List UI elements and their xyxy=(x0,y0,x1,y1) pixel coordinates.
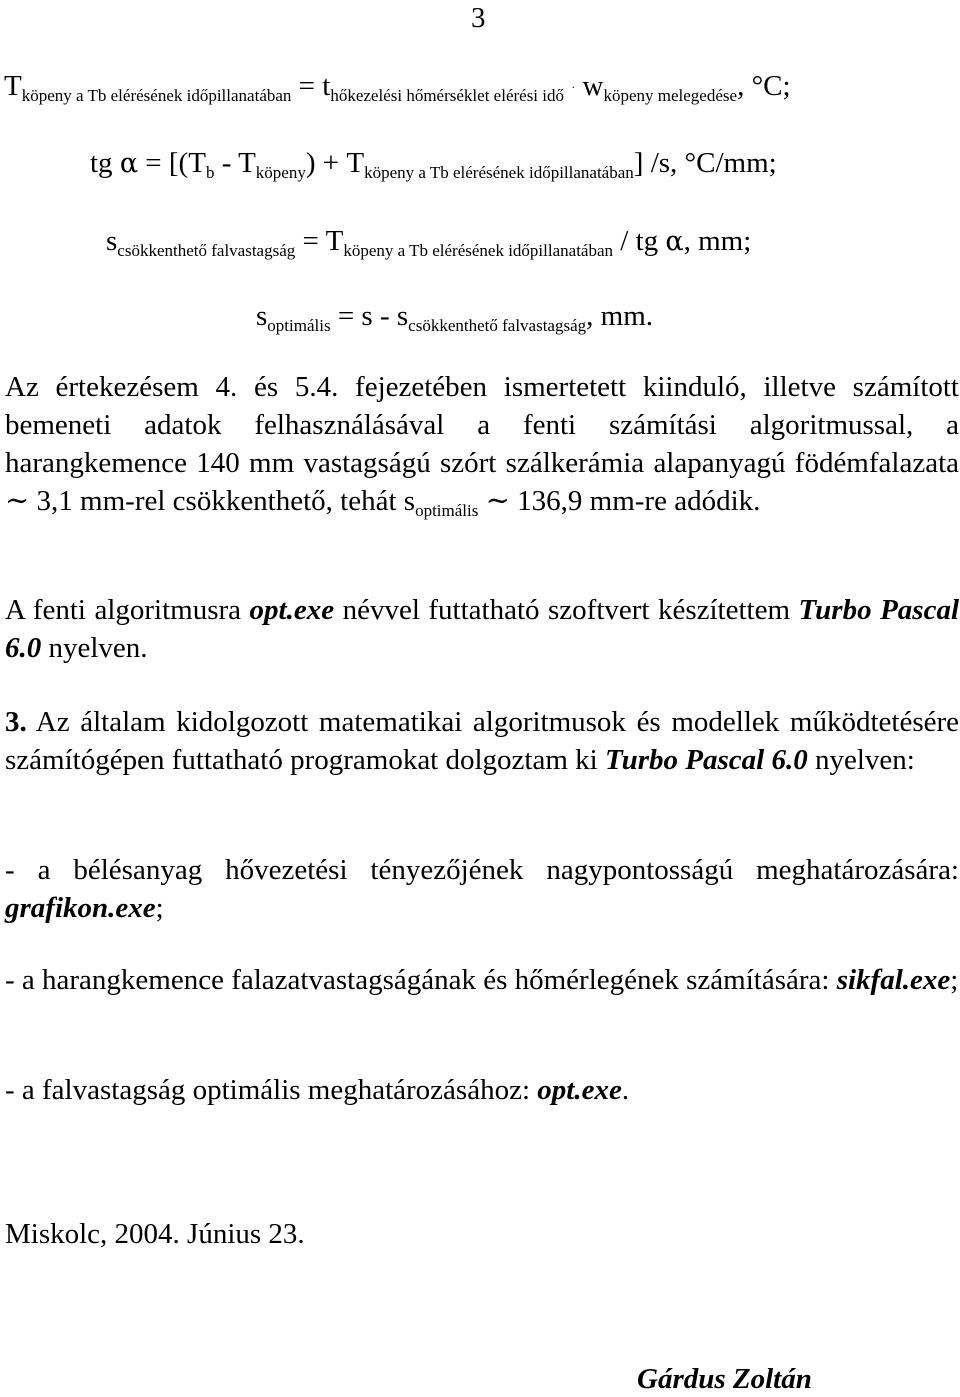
para2-text-1: A fenti algoritmusra xyxy=(5,594,250,626)
eq4-subscript-1: optimális xyxy=(267,316,331,335)
list-item-text: - a bélésanyag hővezetési tényezőjének nagypontosságú meghatározására: xyxy=(5,854,959,886)
para3-text-1: Az általam kidolgozott matematikai algoritmusok és modellek működtetésére számítógépen futtatható programokat dolgoztam ki xyxy=(5,706,959,776)
list-item-end: ; xyxy=(155,892,164,924)
eq2-part-3: - T xyxy=(214,147,256,179)
eq1-equals: = xyxy=(291,70,323,102)
eq4-s: s xyxy=(256,300,268,332)
para2-text-3: nyelven. xyxy=(41,632,148,664)
signature: Gárdus Zoltán xyxy=(637,1363,812,1395)
list-item-program: sikfal.exe xyxy=(836,964,951,996)
eq3-s: s xyxy=(106,225,118,257)
para1-subscript: optimális xyxy=(415,501,479,520)
eq3-alpha: α xyxy=(665,226,684,257)
eq2-subscript-2: köpeny a Tb elérésének időpillanatában xyxy=(364,163,634,182)
eq2-part-5: ] /s, °C/mm; xyxy=(633,147,777,179)
list-item-program: opt.exe xyxy=(537,1074,622,1106)
eq3-part-2: / tg xyxy=(613,225,666,257)
eq3-subscript-2: köpeny a Tb elérésének időpillanatában xyxy=(343,241,614,260)
eq1-w-subscript: köpeny melegedése xyxy=(603,86,738,105)
eq3-part-3: , mm; xyxy=(683,225,752,257)
para2-text-2: névvel futtatható szoftvert készítettem xyxy=(334,594,799,626)
eq2-b-subscript: b xyxy=(205,163,215,182)
eq3-part-1: = T xyxy=(295,225,344,257)
eq4-part-2: , mm. xyxy=(586,300,654,332)
paragraph-programs xyxy=(5,703,959,779)
eq1-dot: · xyxy=(571,80,576,94)
equation-4 xyxy=(256,300,653,336)
eq4-part-1: = s - s xyxy=(330,300,409,332)
page-number: 3 xyxy=(471,2,486,34)
eq4-subscript-2: csökkenthető falvastagság xyxy=(408,316,587,335)
eq2-part-2: = [(T xyxy=(138,147,206,179)
list-item-text: - a harangkemence falazatvastagságának és hőmérlegének számítására: xyxy=(5,964,837,996)
equation-3 xyxy=(106,225,751,261)
list-item xyxy=(5,851,959,927)
para1-text-a: Az értekezésem 4. és 5.4. fejezetében ismertetett kiinduló, illetve számított bemeneti adatok felhasználásával a fenti számítási algoritmussal, a harangkemence 140 mm vastagságú szórt szálkerámia alapanyagú födémfalazata ∼ 3,1 mm-rel csökkenthető, tehát s xyxy=(5,371,959,517)
para3-language: Turbo Pascal 6.0 xyxy=(604,744,808,776)
list-item-end: ; xyxy=(950,964,959,996)
eq2-part-1: tg xyxy=(90,147,120,179)
equation-1 xyxy=(4,70,791,106)
para1-text-b: ∼ 136,9 mm-re adódik. xyxy=(478,485,761,517)
eq2-part-4: ) + T xyxy=(305,147,365,179)
eq2-alpha: α xyxy=(119,148,139,179)
list-item xyxy=(5,1071,959,1109)
eq1-t: t xyxy=(322,70,331,102)
eq1-w: w xyxy=(582,70,604,102)
place-date: Miskolc, 2004. Június 23. xyxy=(5,1218,305,1250)
list-item-end: . xyxy=(621,1074,630,1106)
paragraph-results xyxy=(5,368,959,530)
eq1-t-subscript: hőkezelési hőmérséklet elérési idő xyxy=(330,86,565,105)
eq1-lhs: T xyxy=(4,70,22,102)
para3-text-2: nyelven: xyxy=(807,744,915,776)
para2-program-name: opt.exe xyxy=(249,594,335,626)
eq3-subscript-1: csökkenthető falvastagság xyxy=(117,241,296,260)
para2-language: Turbo Pascal 6.0 xyxy=(5,594,960,664)
para3-number: 3. xyxy=(5,706,27,738)
paragraph-software xyxy=(5,591,959,667)
equation-2 xyxy=(90,147,777,183)
list-item-program: grafikon.exe xyxy=(5,892,156,924)
eq2-subscript-1: köpeny xyxy=(255,163,306,182)
list-item xyxy=(5,961,959,999)
eq1-lhs-subscript: köpeny a Tb elérésének időpillanatában xyxy=(21,86,292,105)
list-item-text: - a falvastagság optimális meghatározásához: xyxy=(5,1074,538,1106)
eq1-tail: , °C; xyxy=(737,70,791,102)
